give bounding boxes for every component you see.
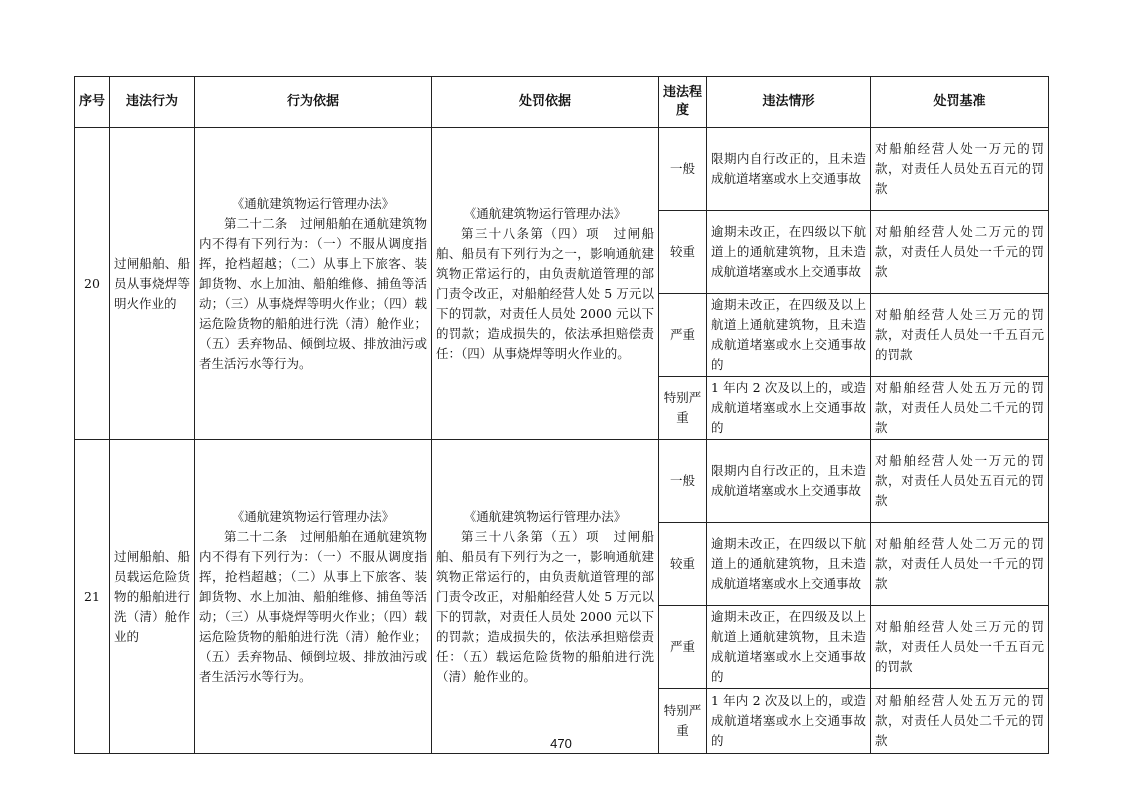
situation-cell: 1 年内 2 次及以上的，或造成航道堵塞或水上交通事故的 [707,377,871,440]
degree-cell: 严重 [659,606,707,689]
row-basis [195,128,432,440]
situation-cell: 1 年内 2 次及以上的，或造成航道堵塞或水上交通事故的 [707,689,871,754]
penalty-title: 《通航建筑物运行管理办法》 [463,205,627,221]
situation-cell: 限期内自行改正的，且未造成航道堵塞或水上交通事故 [707,440,871,523]
basis-title: 《通航建筑物运行管理办法》 [231,195,395,211]
degree-cell: 一般 [659,440,707,523]
page-number: 470 [550,736,572,751]
header-seq: 序号 [75,77,110,128]
header-situation: 违法情形 [707,77,871,128]
row-seq: 21 [75,440,110,754]
degree-cell: 较重 [659,211,707,294]
standard-cell: 对船舶经营人处五万元的罚款，对责任人员处二千元的罚款 [871,377,1049,440]
header-basis: 行为依据 [195,77,432,128]
degree-cell: 严重 [659,294,707,377]
situation-cell: 逾期未改正，在四级以下航道上的通航建筑物，且未造成航道堵塞或水上交通事故 [707,523,871,606]
standard-cell: 对船舶经营人处三万元的罚款，对责任人员处一千五百元的罚款 [871,606,1049,689]
row-basis [195,440,432,754]
degree-cell: 特别严重 [659,377,707,440]
standard-cell: 对船舶经营人处一万元的罚款，对责任人员处五百元的罚款 [871,440,1049,523]
standard-cell: 对船舶经营人处一万元的罚款，对责任人员处五百元的罚款 [871,128,1049,211]
header-row [75,77,1049,128]
situation-cell: 逾期未改正，在四级及以上航道上通航建筑物，且未造成航道堵塞或水上交通事故的 [707,294,871,377]
degree-cell: 特别严重 [659,689,707,754]
penalty-table [74,76,1049,754]
row-act: 过闸船舶、船员从事烧焊等明火作业的 [110,128,195,440]
standard-cell: 对船舶经营人处二万元的罚款，对责任人员处一千元的罚款 [871,211,1049,294]
degree-cell: 较重 [659,523,707,606]
standard-cell: 对船舶经营人处三万元的罚款，对责任人员处一千五百元的罚款 [871,294,1049,377]
degree-cell: 一般 [659,128,707,211]
header-penalty-basis: 处罚依据 [432,77,659,128]
table-row [75,128,1049,211]
header-degree: 违法程度 [659,77,707,128]
row-act: 过闸船舶、船员载运危险货物的船舶进行洗（清）舱作业的 [110,440,195,754]
penalty-title: 《通航建筑物运行管理办法》 [463,508,627,524]
header-act: 违法行为 [110,77,195,128]
standard-cell: 对船舶经营人处二万元的罚款，对责任人员处一千元的罚款 [871,523,1049,606]
situation-cell: 限期内自行改正的，且未造成航道堵塞或水上交通事故 [707,128,871,211]
row-penalty-basis [432,128,659,440]
basis-title: 《通航建筑物运行管理办法》 [231,508,395,524]
penalty-text: 第三十八条第（四）项 过闸船舶、船员有下列行为之一，影响通航建筑物正常运行的，由负责航道管理的部门责令改正，对船舶经营人处 5 万元以下的罚款，对责任人员处 2000 元以下的罚款；造成损失的，依法承担赔偿责任：（四）从事烧焊等明火作业的。 [436,225,654,361]
situation-cell: 逾期未改正，在四级以下航道上的通航建筑物，且未造成航道堵塞或水上交通事故 [707,211,871,294]
row-seq: 20 [75,128,110,440]
penalty-text: 第三十八条第（五）项 过闸船舶、船员有下列行为之一，影响通航建筑物正常运行的，由负责航道管理的部门责令改正，对船舶经营人处 5 万元以下的罚款，对责任人员处 2000 元以下的罚款；造成损失的，依法承担赔偿责任：（五）载运危险货物的船舶进行洗（清）舱作业的。 [436,528,654,684]
table-row [75,440,1049,523]
header-standard: 处罚基准 [871,77,1049,128]
basis-text: 第二十二条 过闸船舶在通航建筑物内不得有下列行为：（一）不服从调度指挥，抢档超越；（二）从事上下旅客、装卸货物、水上加油、船舶维修、捕鱼等活动；（三）从事烧焊等明火作业；（四）载运危险货物的船舶进行洗（清）舱作业；（五）丢弃物品、倾倒垃圾、排放油污或者生活污水等行为。 [199,215,427,371]
row-penalty-basis [432,440,659,754]
basis-text: 第二十二条 过闸船舶在通航建筑物内不得有下列行为：（一）不服从调度指挥，抢档超越；（二）从事上下旅客、装卸货物、水上加油、船舶维修、捕鱼等活动；（三）从事烧焊等明火作业；（四）载运危险货物的船舶进行洗（清）舱作业；（五）丢弃物品、倾倒垃圾、排放油污或者生活污水等行为。 [199,528,427,684]
situation-cell: 逾期未改正，在四级及以上航道上通航建筑物，且未造成航道堵塞或水上交通事故的 [707,606,871,689]
standard-cell: 对船舶经营人处五万元的罚款，对责任人员处二千元的罚款 [871,689,1049,754]
